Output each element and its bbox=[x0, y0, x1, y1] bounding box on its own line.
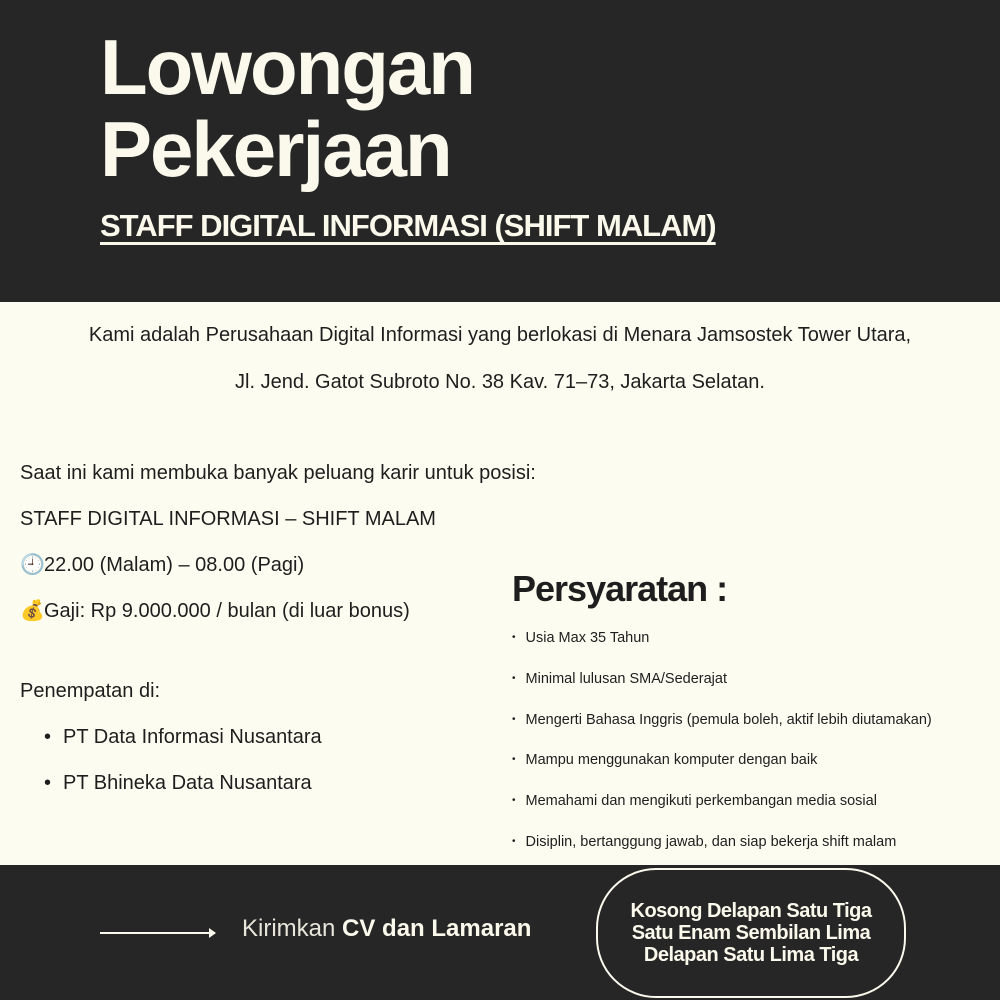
requirements-title: Persyaratan : bbox=[512, 568, 728, 609]
hours-text: 22.00 (Malam) – 08.00 (Pagi) bbox=[44, 554, 305, 576]
page-title bbox=[100, 23, 474, 193]
intro-line-2: Jl. Jend. Gatot Subroto No. 38 Kav. 71–73, Jakarta Selatan. bbox=[235, 371, 765, 393]
send-prefix: Kirimkan bbox=[242, 915, 336, 942]
requirement-item: • Mampu menggunakan komputer dengan baik bbox=[512, 740, 932, 781]
clock-icon: 🕘 bbox=[20, 554, 45, 576]
intro-line-1: Kami adalah Perusahaan Digital Informasi yang berlokasi di Menara Jamsostek Tower Utara, bbox=[88, 324, 912, 346]
arrow-right-icon bbox=[100, 932, 215, 934]
phone-line: Kosong Delapan Satu Tiga bbox=[630, 900, 872, 922]
placement-item: • PT Bhineka Data Nusantara bbox=[44, 760, 322, 806]
requirement-item: • Mengerti Bahasa Inggris (pemula boleh, aktif lebih diutamakan) bbox=[512, 700, 932, 741]
send-bold: CV dan Lamaran bbox=[342, 915, 532, 942]
phone-line: Delapan Satu Lima Tiga bbox=[643, 944, 859, 966]
job-details bbox=[20, 450, 536, 634]
placement-item: • PT Data Informasi Nusantara bbox=[44, 714, 322, 760]
hours-row bbox=[20, 542, 536, 588]
phone-line: Satu Enam Sembilan Lima bbox=[631, 922, 871, 944]
requirements-section bbox=[512, 568, 932, 863]
title-line-1: Lowongan bbox=[100, 23, 474, 111]
footer-banner bbox=[0, 865, 1000, 1000]
position-text: STAFF DIGITAL INFORMASI – SHIFT MALAM bbox=[20, 508, 436, 530]
send-cv-text bbox=[242, 915, 531, 943]
placement-section bbox=[20, 668, 322, 806]
job-position-title: STAFF DIGITAL INFORMASI (SHIFT MALAM) bbox=[100, 208, 716, 243]
salary-row bbox=[20, 588, 536, 634]
money-bag-icon: 💰 bbox=[20, 600, 45, 622]
title-line-2: Pekerjaan bbox=[100, 105, 451, 193]
salary-text: Gaji: Rp 9.000.000 / bulan (di luar bonus) bbox=[44, 600, 410, 622]
requirement-item: • Minimal lulusan SMA/Sederajat bbox=[512, 659, 932, 700]
placement-label: Penempatan di: bbox=[20, 680, 161, 702]
opening-text: Saat ini kami membuka banyak peluang karir untuk posisi: bbox=[20, 462, 536, 484]
requirement-item: • Usia Max 35 Tahun bbox=[512, 618, 932, 659]
contact-number-box bbox=[596, 868, 906, 998]
requirement-item: • Memahami dan mengikuti perkembangan media sosial bbox=[512, 781, 932, 822]
header-banner bbox=[0, 0, 1000, 302]
requirement-item: • Disiplin, bertanggung jawab, dan siap bekerja shift malam bbox=[512, 822, 932, 863]
company-intro bbox=[0, 312, 1000, 406]
